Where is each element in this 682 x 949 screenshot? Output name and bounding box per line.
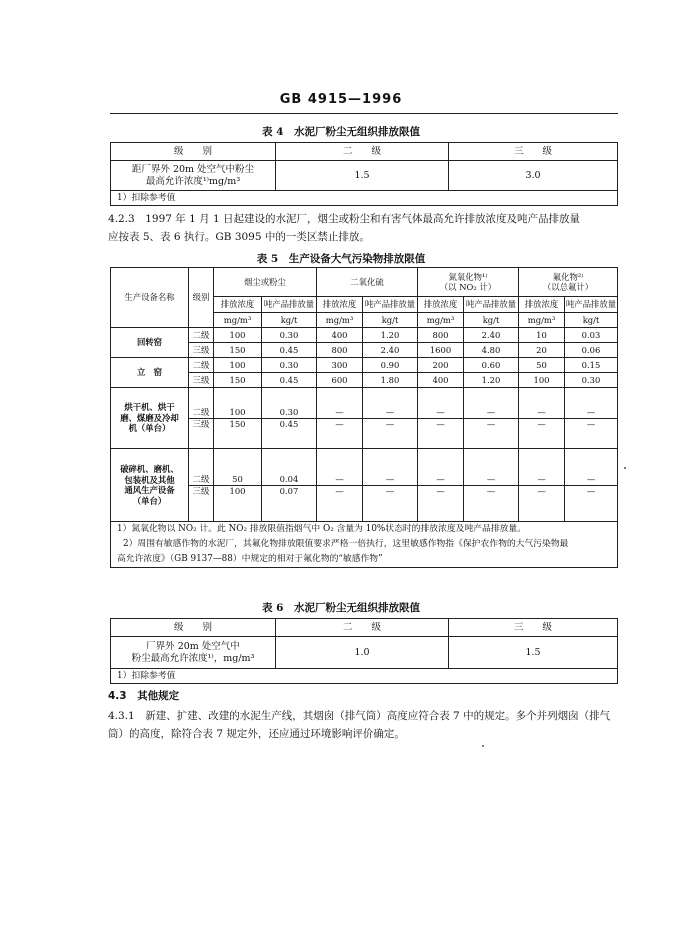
table5-cell: 400 bbox=[317, 328, 363, 343]
table5-cell: 0.30 bbox=[262, 328, 317, 343]
table5-cell: 0.15 bbox=[565, 358, 618, 373]
table5-cell: — bbox=[464, 388, 519, 419]
table5-cell: 20 bbox=[519, 343, 565, 358]
table5-cell: — bbox=[363, 485, 418, 522]
table5-cell: — bbox=[565, 418, 618, 449]
table5-cell: 1.20 bbox=[464, 373, 519, 388]
table5-cell: 150 bbox=[214, 373, 262, 388]
paragraph-4-2-3: 4.2.3 1997 年 1 月 1 日起建设的水泥厂，烟尘或粉尘和有害气体最高允许排放浓度及吨产品排放量 应按表 5、表 6 执行。GB 3095 中的一类区禁止排放。 bbox=[108, 213, 580, 243]
table5-cell: — bbox=[519, 388, 565, 419]
table6-header-grade3: 三 级 bbox=[449, 619, 618, 637]
table5-cell: 150 bbox=[214, 418, 262, 449]
table5-level: 二级 bbox=[189, 388, 214, 419]
table5-cell: 0.06 bbox=[565, 343, 618, 358]
table6-header-level: 级 别 bbox=[111, 619, 276, 637]
table5-cell: — bbox=[464, 449, 519, 486]
table5-cell: 400 bbox=[418, 373, 464, 388]
table5-level: 三级 bbox=[189, 373, 214, 388]
table5-cell: 0.30 bbox=[262, 388, 317, 419]
table5-cell: 1.20 bbox=[363, 328, 418, 343]
paragraph-4-3-1: 4.3.1 新建、扩建、改建的水泥生产线，其烟囱（排气筒）高度应符合表 7 中的规定。多个并列烟囱（排气 筒）的高度，除符合表 7 规定外，还应通过环境影响评价确定。 bbox=[108, 710, 611, 740]
table5 bbox=[110, 267, 618, 568]
table5-level: 二级 bbox=[189, 328, 214, 343]
table5-cell: 1.80 bbox=[363, 373, 418, 388]
table5-cell: — bbox=[363, 388, 418, 419]
table5-header-equipment: 生产设备名称 bbox=[111, 268, 189, 328]
table5-unit: kg/t bbox=[565, 313, 618, 328]
table5-cell: — bbox=[363, 418, 418, 449]
table6 bbox=[110, 618, 618, 684]
table4-value-grade2: 1.5 bbox=[276, 161, 449, 191]
table5-cell: — bbox=[464, 418, 519, 449]
table5-cell: 300 bbox=[317, 358, 363, 373]
table5-header-level: 级别 bbox=[189, 268, 214, 328]
table5-equipment-crushers: 破碎机、磨机、 包装机及其他 通风生产设备 （单台） bbox=[111, 449, 189, 522]
table5-cell: — bbox=[418, 418, 464, 449]
table5-cell: — bbox=[565, 485, 618, 522]
table5-cell: 600 bbox=[317, 373, 363, 388]
table4-value-grade3: 3.0 bbox=[449, 161, 618, 191]
table5-cell: 10 bbox=[519, 328, 565, 343]
page-header: GB 4915—1996 bbox=[279, 92, 403, 107]
table4-caption: 表 4 水泥厂粉尘无组织排放限值 bbox=[262, 126, 420, 138]
table6-header-grade2: 二 级 bbox=[276, 619, 449, 637]
table5-cell: 100 bbox=[519, 373, 565, 388]
table4-header-level: 级 别 bbox=[111, 143, 276, 161]
table5-caption: 表 5 生产设备大气污染物排放限值 bbox=[256, 253, 426, 265]
table5-cell: 0.07 bbox=[262, 485, 317, 522]
table5-equipment-shaft-kiln: 立 窑 bbox=[111, 358, 189, 388]
table5-unit: kg/t bbox=[464, 313, 519, 328]
table4-header-grade2: 二 级 bbox=[276, 143, 449, 161]
table5-cell: 2.40 bbox=[363, 343, 418, 358]
table5-cell: 50 bbox=[214, 449, 262, 486]
table5-cell: 0.30 bbox=[262, 358, 317, 373]
table5-cell: 2.40 bbox=[464, 328, 519, 343]
table5-cell: 0.30 bbox=[565, 373, 618, 388]
table5-cell: 0.90 bbox=[363, 358, 418, 373]
table5-cell: — bbox=[519, 418, 565, 449]
table5-subheader-ton: 吨产品排放量 bbox=[363, 297, 418, 313]
table6-caption: 表 6 水泥厂粉尘无组织排放限值 bbox=[262, 602, 420, 614]
table4-row-label: 距厂界外 20m 处空气中粉尘 最高允许浓度¹⁾mg/m³ bbox=[111, 161, 276, 191]
table5-unit: kg/t bbox=[363, 313, 418, 328]
table5-cell: 0.03 bbox=[565, 328, 618, 343]
table4-footnote: 1）扣除参考值 bbox=[111, 191, 618, 206]
table5-cell: 4.80 bbox=[464, 343, 519, 358]
table5-subheader-conc: 排放浓度 bbox=[418, 297, 464, 313]
table5-cell: — bbox=[418, 449, 464, 486]
table5-equipment-rotary-kiln: 回转窑 bbox=[111, 328, 189, 358]
table5-cell: 0.60 bbox=[464, 358, 519, 373]
table5-cell: 0.04 bbox=[262, 449, 317, 486]
table5-header-so2: 二氧化硫 bbox=[317, 268, 418, 297]
table5-unit: mg/m³ bbox=[519, 313, 565, 328]
table5-cell: — bbox=[418, 388, 464, 419]
table5-footnotes: 1）氮氧化物以 NO₂ 计。此 NO₂ 排放限值指烟气中 O₂ 含量为 10%状态时的排放浓度及吨产品排放量。 2）周围有敏感作物的水泥厂，其氟化物排放限值要求严格一倍执行，这里敏感作物指《保护农作物的大气污染物最 高允许浓度》（GB 9137—88）中规定的相对于氟化物的“敏感作物” bbox=[111, 522, 618, 568]
table5-level: 二级 bbox=[189, 358, 214, 373]
table6-footnote: 1）扣除参考值 bbox=[111, 669, 618, 684]
table6-row-label: 厂界外 20m 处空气中 粉尘最高允许浓度¹⁾，mg/m³ bbox=[111, 637, 276, 669]
table5-cell: — bbox=[519, 449, 565, 486]
table5-cell: — bbox=[363, 449, 418, 486]
table5-cell: 150 bbox=[214, 343, 262, 358]
table5-cell: — bbox=[317, 418, 363, 449]
table5-cell: 100 bbox=[214, 358, 262, 373]
table5-cell: 0.45 bbox=[262, 373, 317, 388]
table5-subheader-conc: 排放浓度 bbox=[317, 297, 363, 313]
table5-cell: 100 bbox=[214, 328, 262, 343]
table5-header-dust: 烟尘或粉尘 bbox=[214, 268, 317, 297]
table5-cell: 200 bbox=[418, 358, 464, 373]
table5-cell: 800 bbox=[317, 343, 363, 358]
table5-unit: mg/m³ bbox=[317, 313, 363, 328]
table5-unit: mg/m³ bbox=[214, 313, 262, 328]
table5-cell: 0.45 bbox=[262, 343, 317, 358]
scan-speck bbox=[624, 467, 626, 469]
table6-value-grade3: 1.5 bbox=[449, 637, 618, 669]
table5-level: 三级 bbox=[189, 343, 214, 358]
table5-subheader-ton: 吨产品排放量 bbox=[262, 297, 317, 313]
table5-cell: 0.45 bbox=[262, 418, 317, 449]
table5-cell: — bbox=[565, 388, 618, 419]
table6-value-grade2: 1.0 bbox=[276, 637, 449, 669]
table5-cell: — bbox=[519, 485, 565, 522]
header-rule bbox=[110, 113, 618, 114]
table5-equipment-dryers: 烘干机、烘干 磨、煤磨及冷却 机（单台） bbox=[111, 388, 189, 449]
table5-subheader-ton: 吨产品排放量 bbox=[464, 297, 519, 313]
table5-subheader-ton: 吨产品排放量 bbox=[565, 297, 618, 313]
scan-speck bbox=[482, 745, 484, 747]
table5-level: 三级 bbox=[189, 418, 214, 449]
table5-cell: 100 bbox=[214, 485, 262, 522]
table5-cell: 1600 bbox=[418, 343, 464, 358]
table5-cell: 100 bbox=[214, 388, 262, 419]
table5-cell: 50 bbox=[519, 358, 565, 373]
table4 bbox=[110, 142, 618, 206]
table5-cell: — bbox=[317, 449, 363, 486]
table5-unit: mg/m³ bbox=[418, 313, 464, 328]
table5-cell: 800 bbox=[418, 328, 464, 343]
table5-level: 三级 bbox=[189, 485, 214, 522]
table5-cell: — bbox=[317, 388, 363, 419]
table4-header-grade3: 三 级 bbox=[449, 143, 618, 161]
table5-cell: — bbox=[565, 449, 618, 486]
table5-header-fluoride: 氟化物²⁾ （以总氟计） bbox=[519, 268, 618, 297]
table5-subheader-conc: 排放浓度 bbox=[214, 297, 262, 313]
table5-subheader-conc: 排放浓度 bbox=[519, 297, 565, 313]
table5-cell: — bbox=[317, 485, 363, 522]
table5-unit: kg/t bbox=[262, 313, 317, 328]
table5-level: 二级 bbox=[189, 449, 214, 486]
section-4-3-heading: 4.3 其他规定 bbox=[108, 690, 180, 702]
table5-header-nox: 氮氧化物¹⁾ （以 NO₂ 计） bbox=[418, 268, 519, 297]
table5-cell: — bbox=[418, 485, 464, 522]
table5-cell: — bbox=[464, 485, 519, 522]
